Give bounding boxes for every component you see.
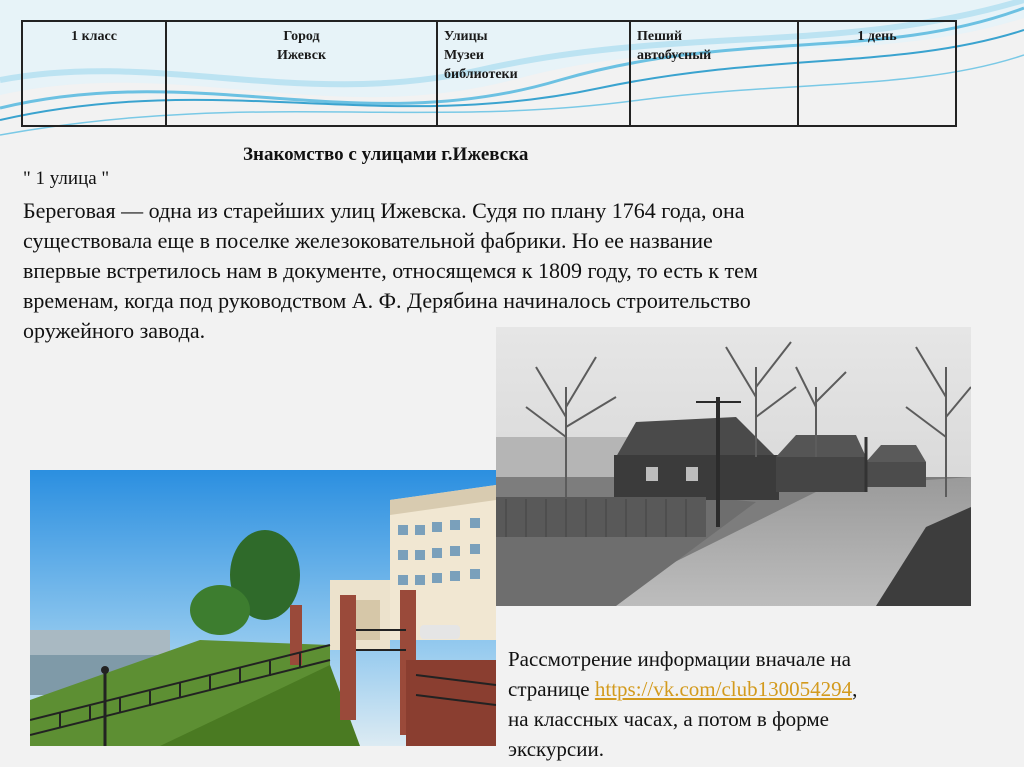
- page-subtitle: " 1 улица ": [23, 168, 110, 189]
- table-cell-duration: [798, 21, 956, 126]
- note-prefix: странице: [508, 677, 595, 701]
- note-line: на классных часах, а потом в форме: [508, 707, 829, 731]
- paragraph-line: впервые встретилось нам в документе, относящемся к 1809 году, то есть к тем: [23, 258, 758, 283]
- table-row: [22, 21, 956, 126]
- cell-line: Улицы: [444, 29, 488, 44]
- note-line-with-link: [508, 674, 1008, 704]
- table-cell-grade: [22, 21, 166, 126]
- note-line: экскурсии.: [508, 737, 604, 761]
- cell-line: 1 день: [857, 29, 897, 44]
- paragraph-line: существовала еще в поселке железоковательной фабрики. Но ее название: [23, 228, 713, 253]
- paragraph-line: Береговая — одна из старейших улиц Ижевска. Судя по плану 1764 года, она: [23, 198, 745, 223]
- cell-line: 1 класс: [71, 29, 117, 44]
- page-title: Знакомство с улицами г.Ижевска: [243, 144, 529, 165]
- cell-line: Ижевск: [276, 47, 327, 63]
- cell-line: Пеший: [637, 29, 683, 44]
- note-text: [508, 644, 1008, 764]
- lesson-info-table: [21, 20, 957, 127]
- table-cell-city: [166, 21, 437, 126]
- cell-line: библиотеки: [444, 66, 518, 82]
- table-cell-places: [437, 21, 630, 126]
- cell-line: Музеи: [444, 47, 484, 63]
- note-line: Рассмотрение информации вначале на: [508, 647, 851, 671]
- cell-line: автобусный: [637, 47, 712, 63]
- paragraph-line: оружейного завода.: [23, 318, 206, 343]
- paragraph-line: временам, когда под руководством А. Ф. Дерябина начиналось строительство: [23, 288, 751, 313]
- vk-group-link[interactable]: https://vk.com/club130054294: [594, 677, 853, 701]
- modern-embankment-photo: [30, 470, 496, 746]
- table-cell-mode: [630, 21, 798, 126]
- old-street-photo: [496, 327, 971, 606]
- street-description: [23, 196, 943, 346]
- note-suffix: ,: [852, 677, 858, 701]
- cell-line: Город: [283, 29, 320, 44]
